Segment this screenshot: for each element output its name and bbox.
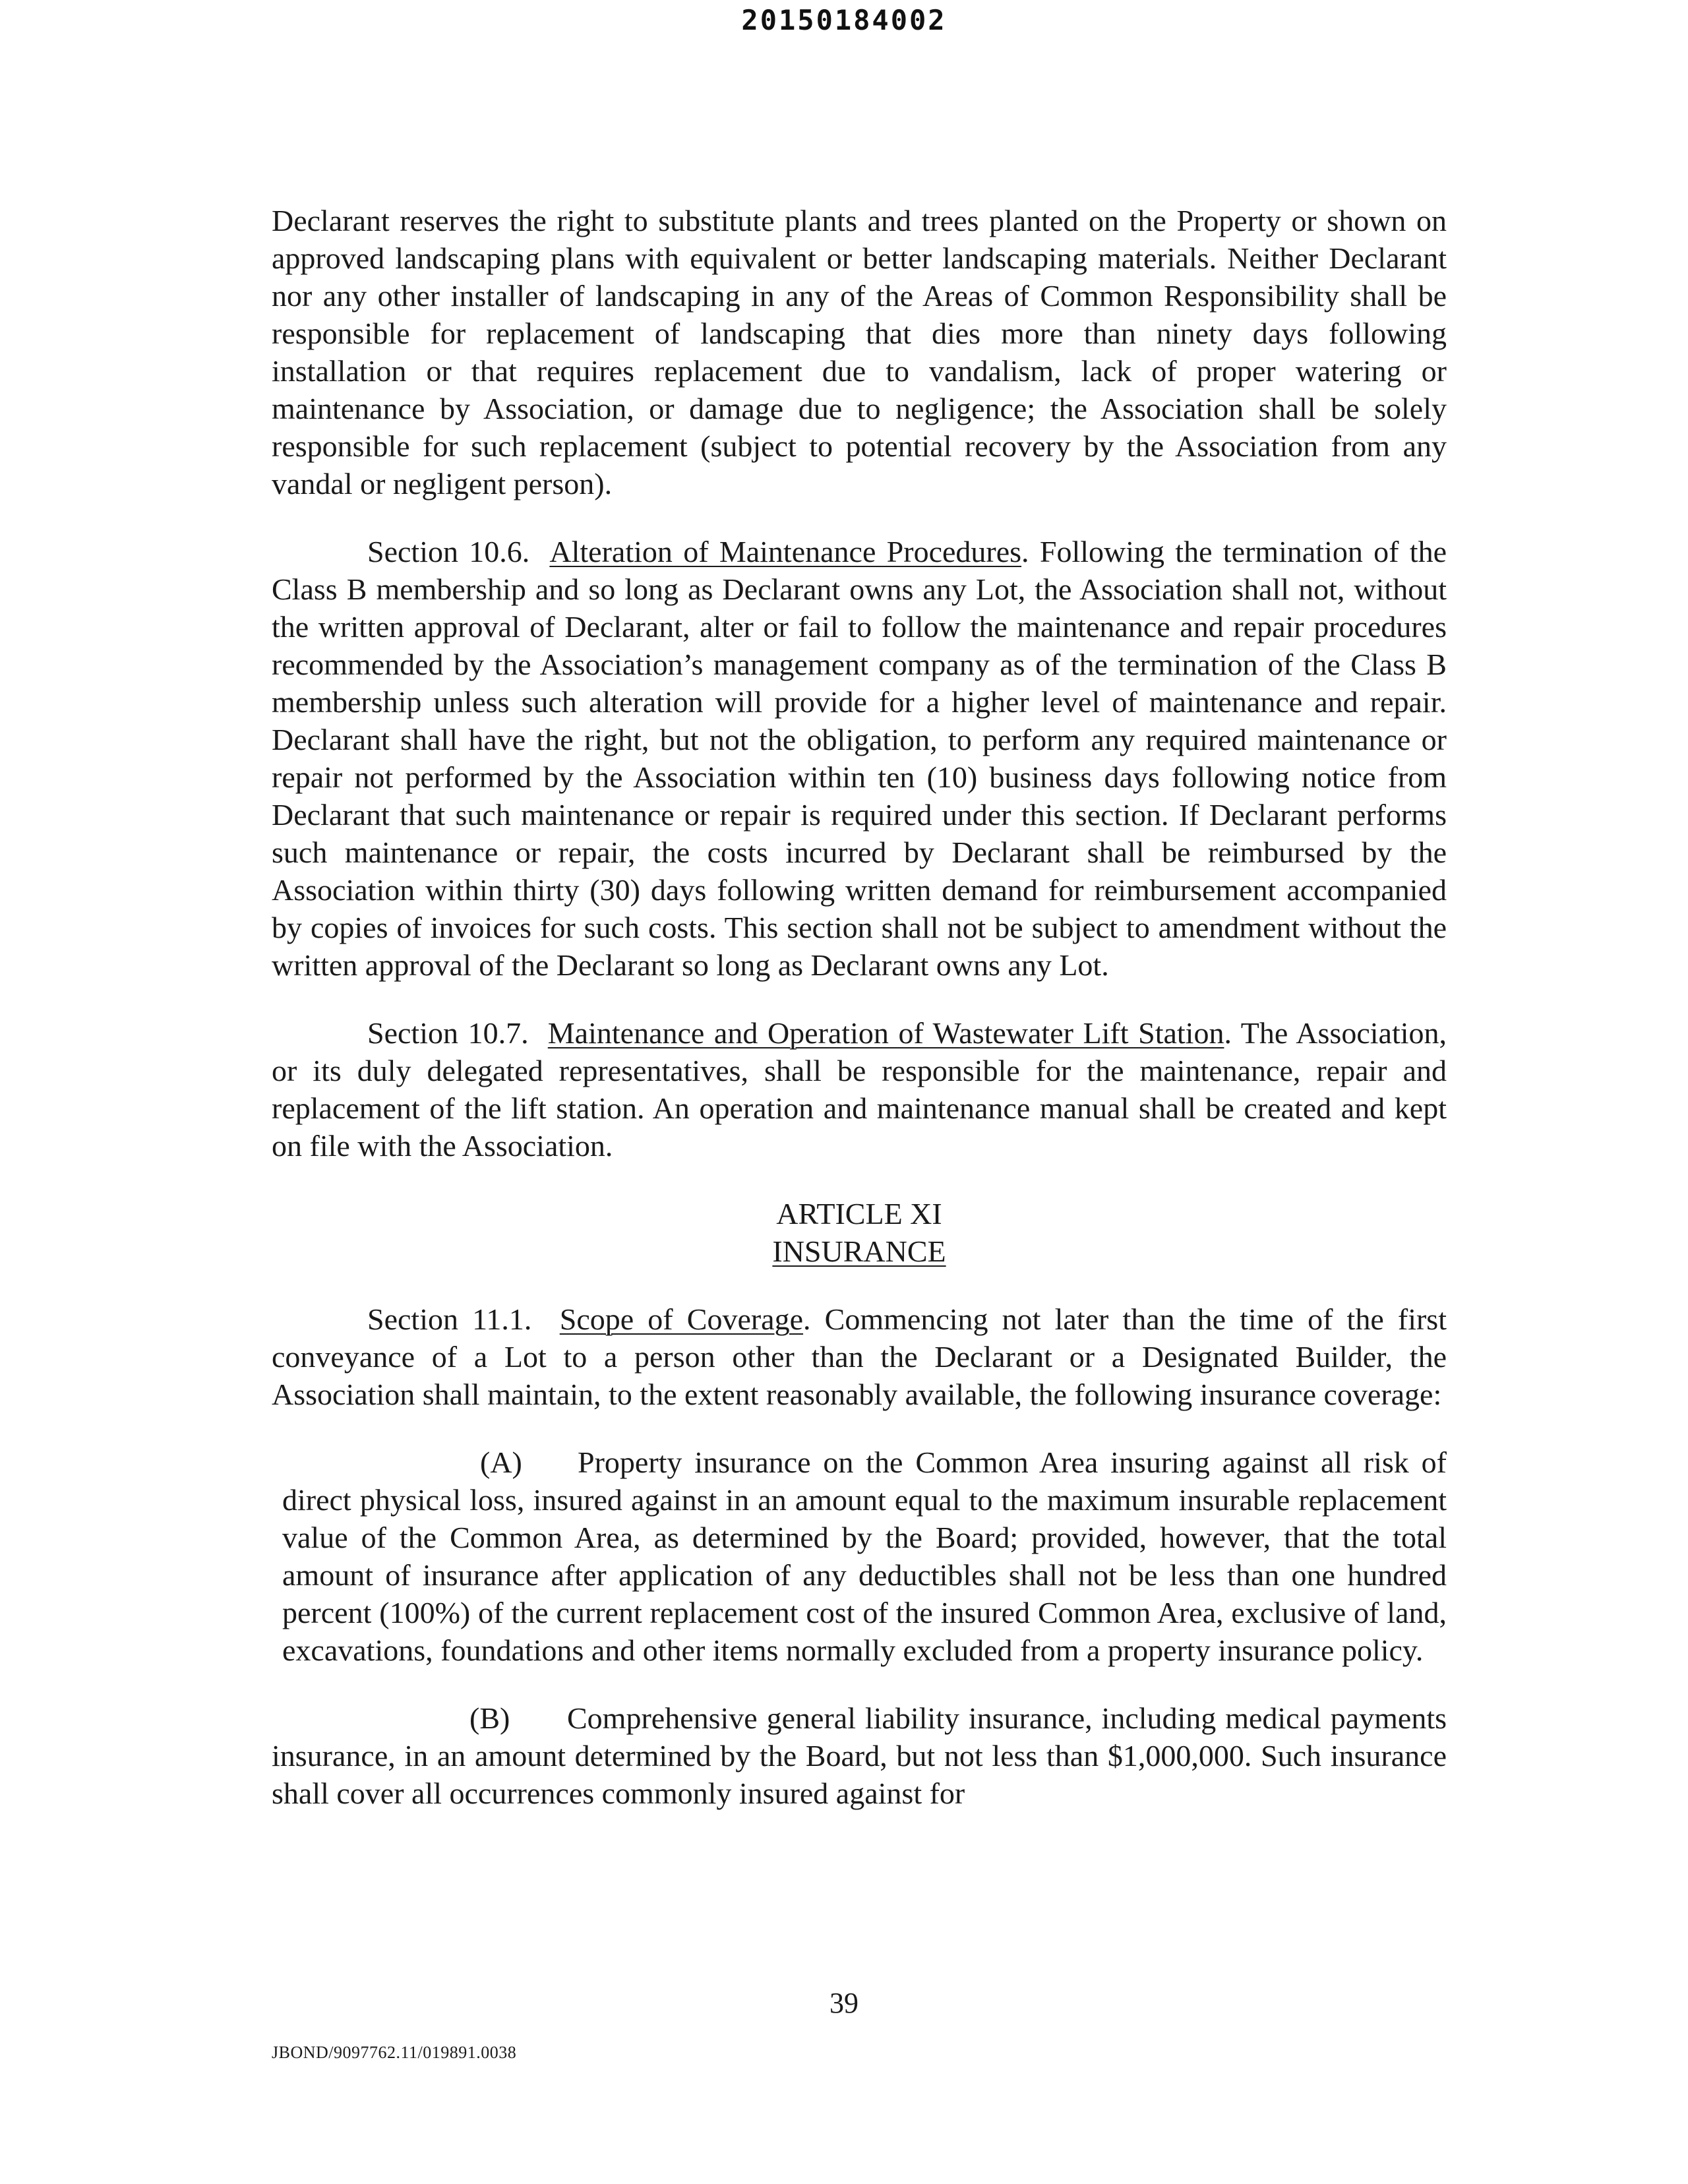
item-a [282,1443,1447,1669]
document-number: 20150184002 [741,4,947,36]
section-11-1-title: Scope of Coverage [559,1302,804,1336]
section-10-6-number: Section 10.6. [367,535,530,568]
section-10-6-title: Alteration of Maintenance Procedures [549,535,1022,568]
section-10-7-text: . The Association, or its duly delegated representatives, shall be responsible for the maintenance, repair and replacement of the lift station. An operation and maintenance manual shall be created and kept on file with the Association. [272,1016,1447,1163]
item-a-label: (A) [480,1445,522,1479]
section-10-7-number: Section 10.7. [367,1016,529,1050]
page-body [272,202,1447,1842]
section-10-6-text: . Following the termination of the Class B membership and so long as Declarant owns any Lot, the Association shall not, without the written approval of Declarant, alter or fail to follow the maintenance and repair procedures recommended by the Association’s management company as of the termination of the Class B membership unless such alteration will provide for a higher level of maintenance and repair. Declarant shall have the right, but not the obligation, to perform any required maintenance or repair not performed by the Association within ten (10) business days following notice from Declarant that such maintenance or repair is required under this section. If Declarant performs such maintenance or repair, the costs incurred by Declarant shall be reimbursed by the Association within thirty (30) days following written demand for reimbursement accompanied by copies of invoices for such costs. This section shall not be subject to amendment without the written approval of the Declarant so long as Declarant owns any Lot. [272,535,1447,982]
article-heading [272,1195,1447,1270]
item-a-text: Property insurance on the Common Area insuring against all risk of direct physical loss, insured against in an amount equal to the maximum insurable replacement value of the Common Area, as determined by the Board; provided, however, that the total amount of insurance after application of any deductibles shall not be less than one hundred percent (100%) of the current replacement cost of the insured Common Area, exclusive of land, excavations, foundations and other items normally excluded from a property insurance policy. [282,1445,1447,1667]
intro-paragraph: Declarant reserves the right to substitute plants and trees planted on the Property or shown on approved landscaping plans with equivalent or better landscaping materials. Neither Declarant nor any other installer of landscaping in any of the Areas of Common Responsibility shall be responsible for replacement of landscaping that dies more than ninety days following installation or that requires replacement due to vandalism, lack of proper watering or maintenance by Association, or damage due to negligence; the Association shall be solely responsible for such replacement (subject to potential recovery by the Association from any vandal or negligent person). [272,204,1447,501]
section-10-6 [272,533,1447,984]
section-11-1 [272,1300,1447,1413]
article-number: ARTICLE XI [776,1197,942,1230]
article-title: INSURANCE [772,1234,946,1268]
document-id: JBOND/9097762.11/019891.0038 [272,2043,517,2062]
section-11-1-number: Section 11.1. [367,1302,532,1336]
section-10-7-title: Maintenance and Operation of Wastewater Lift Station [547,1016,1224,1050]
item-b [272,1699,1447,1812]
page-number: 39 [829,1987,859,2019]
section-11-1-text: . Commencing not later than the time of the first conveyance of a Lot to a person other than the Declarant or a Designated Builder, the Association shall maintain, to the extent reasonably available, the following insurance coverage: [272,1302,1447,1411]
item-b-text: Comprehensive general liability insurance, including medical payments insurance, in an amount determined by the Board, but not less than $1,000,000. Such insurance shall cover all occurrences commonly insured against for [272,1701,1447,1810]
section-10-7 [272,1014,1447,1165]
item-b-label: (B) [469,1701,510,1735]
